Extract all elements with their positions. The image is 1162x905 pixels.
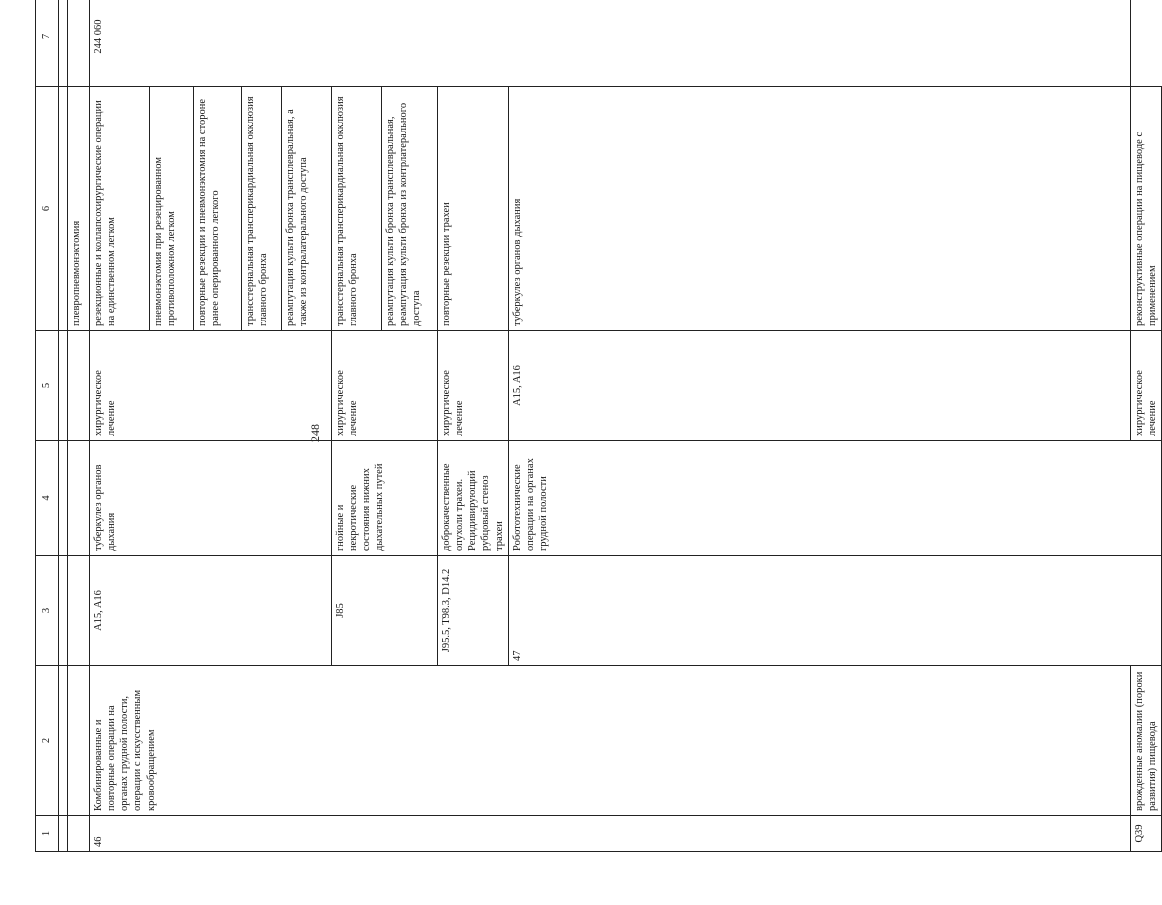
column-number: 4	[36, 441, 59, 556]
treatment-cell: хирургическое лечение	[1130, 331, 1161, 441]
method-cell: реконструктивные операции на пищеводе с применением	[1130, 87, 1161, 331]
entry-number: 47	[508, 556, 1161, 666]
icd-codes: J85	[332, 556, 438, 666]
services-table	[35, 0, 1162, 852]
method-cell: резекционные и коллапсохирургические операции на единственном легком	[90, 87, 150, 331]
entry-name: Робототехнические операции на органах грудной полости	[508, 441, 1161, 556]
column-number: 2	[36, 666, 59, 816]
icd-codes: J95.5, T98.3, D14.2	[438, 556, 509, 666]
table-row	[68, 0, 90, 852]
method-cell: повторные резекции и пневмонэктомия на стороне ранее оперированного легкого	[194, 87, 242, 331]
method-cell: пневмонэктомия при резецированном противоположном легком	[150, 87, 194, 331]
disease-cell: доброкачественные опухоли трахеи. Рецидивирующий рубцовый стеноз трахеи	[438, 441, 509, 556]
disease-cell: врожденные аномалии (пороки развития) пищевода	[1130, 666, 1161, 816]
method-cell: повторные резекции трахеи	[438, 87, 509, 331]
method-cell: реампутация культи бронха трансплевральная, а также из контралатерального доступа	[282, 87, 332, 331]
table-row	[90, 0, 150, 852]
treatment-cell: хирургическое лечение	[332, 331, 438, 441]
disease-cell: гнойные и некротические состояния нижних дыхательных путей	[332, 441, 438, 556]
disease-cell: туберкулез органов дыхания	[508, 87, 1130, 331]
column-number: 5	[36, 331, 59, 441]
icd-codes: Q39	[1130, 816, 1161, 852]
icd-codes: A15, A16	[90, 556, 332, 666]
page-number: 248	[308, 424, 322, 442]
method-cell: трансстернальная трансперикардиальная окклюзия главного бронха	[242, 87, 282, 331]
column-number-row	[36, 0, 59, 852]
treatment-cell: хирургическое лечение	[438, 331, 509, 441]
entry-name: Комбинированные и повторные операции на органах грудной полости, операции с искусственным кровообращением	[90, 666, 1131, 816]
treatment-cell: хирургическое лечение	[90, 331, 332, 441]
rotated-page	[35, 0, 1158, 852]
method-cell: реампутация культи бронха трансплевральная, реампутация культи бронха из контрлатерального доступа	[382, 87, 438, 331]
spacer-row	[59, 0, 68, 852]
method-cell: трансстернальная трансперикардиальная окклюзия главного бронха	[332, 87, 382, 331]
column-number: 3	[36, 556, 59, 666]
column-number: 1	[36, 816, 59, 852]
price-cell: 244 060	[90, 0, 1131, 87]
disease-cell: туберкулез органов дыхания	[90, 441, 332, 556]
column-number: 7	[36, 0, 59, 87]
icd-codes: A15, A16	[508, 331, 1130, 441]
entry-number: 46	[90, 816, 1131, 852]
method-cell: плевропневмонэктомия	[68, 87, 90, 331]
table-row	[1130, 0, 1161, 852]
column-number: 6	[36, 87, 59, 331]
